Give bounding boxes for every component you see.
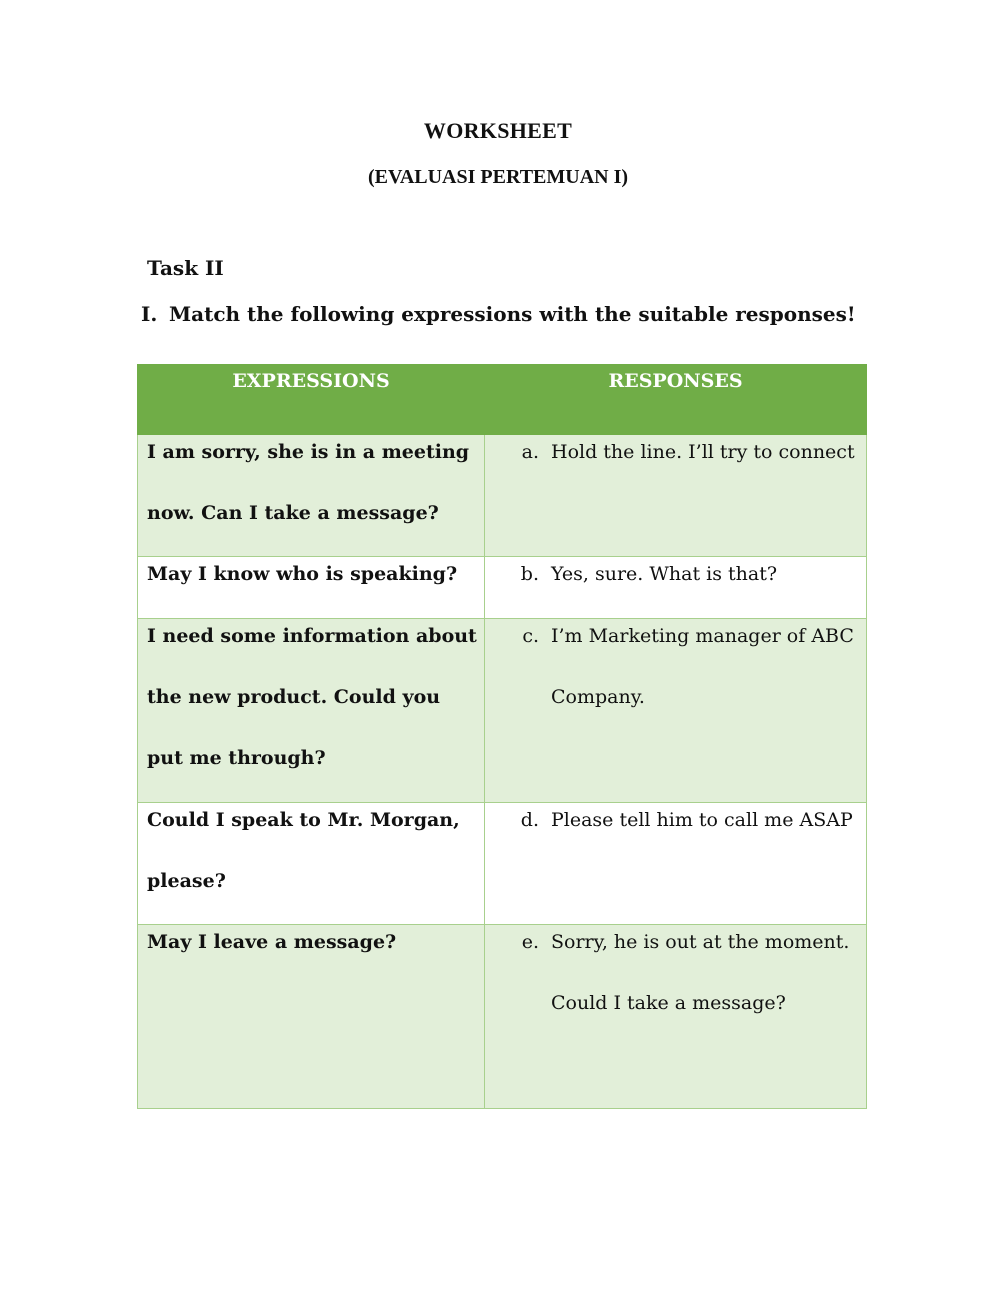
- response-text: Please tell him to call me ASAP: [551, 809, 853, 831]
- instruction-number: I.: [141, 302, 158, 326]
- matching-table: [137, 364, 867, 1109]
- response-cell: [485, 435, 867, 557]
- response-letter: b.: [520, 563, 539, 585]
- expression-cell: [138, 435, 485, 557]
- response-text: Yes, sure. What is that?: [551, 563, 778, 585]
- worksheet-title: WORKSHEET: [423, 118, 573, 143]
- table-row: [138, 803, 867, 925]
- expression-text: I need some information about the new product. Could you put me through?: [147, 625, 477, 769]
- expression-text: I am sorry, she is in a meeting now. Can I take a message?: [147, 441, 470, 524]
- worksheet-subtitle: (EVALUASI PERTEMUAN I): [367, 166, 629, 188]
- table-row: [138, 619, 867, 803]
- expression-text: May I leave a message?: [147, 931, 397, 953]
- expression-cell: [138, 925, 485, 1109]
- response-text: I’m Marketing manager of ABC Company.: [551, 625, 854, 708]
- table-row: [138, 925, 867, 1109]
- response-cell: [485, 803, 867, 925]
- response-cell: [485, 619, 867, 803]
- expressions-header: EXPRESSIONS: [138, 365, 485, 435]
- expression-text: Could I speak to Mr. Morgan, please?: [147, 809, 460, 892]
- responses-header: RESPONSES: [485, 365, 867, 435]
- expression-cell: [138, 803, 485, 925]
- table-row: [138, 435, 867, 557]
- task-label: Task II: [147, 256, 224, 280]
- response-letter: c.: [522, 625, 539, 647]
- response-letter: a.: [521, 441, 539, 463]
- response-text: Sorry, he is out at the moment. Could I take a message?: [551, 931, 850, 1014]
- response-letter: d.: [520, 809, 539, 831]
- response-letter: e.: [521, 931, 539, 953]
- expression-cell: [138, 619, 485, 803]
- instruction: [141, 302, 856, 326]
- response-text: Hold the line. I’ll try to connect: [551, 441, 855, 463]
- response-cell: [485, 925, 867, 1109]
- instruction-text: Match the following expressions with the suitable responses!: [169, 302, 856, 326]
- expression-text: May I know who is speaking?: [147, 563, 458, 585]
